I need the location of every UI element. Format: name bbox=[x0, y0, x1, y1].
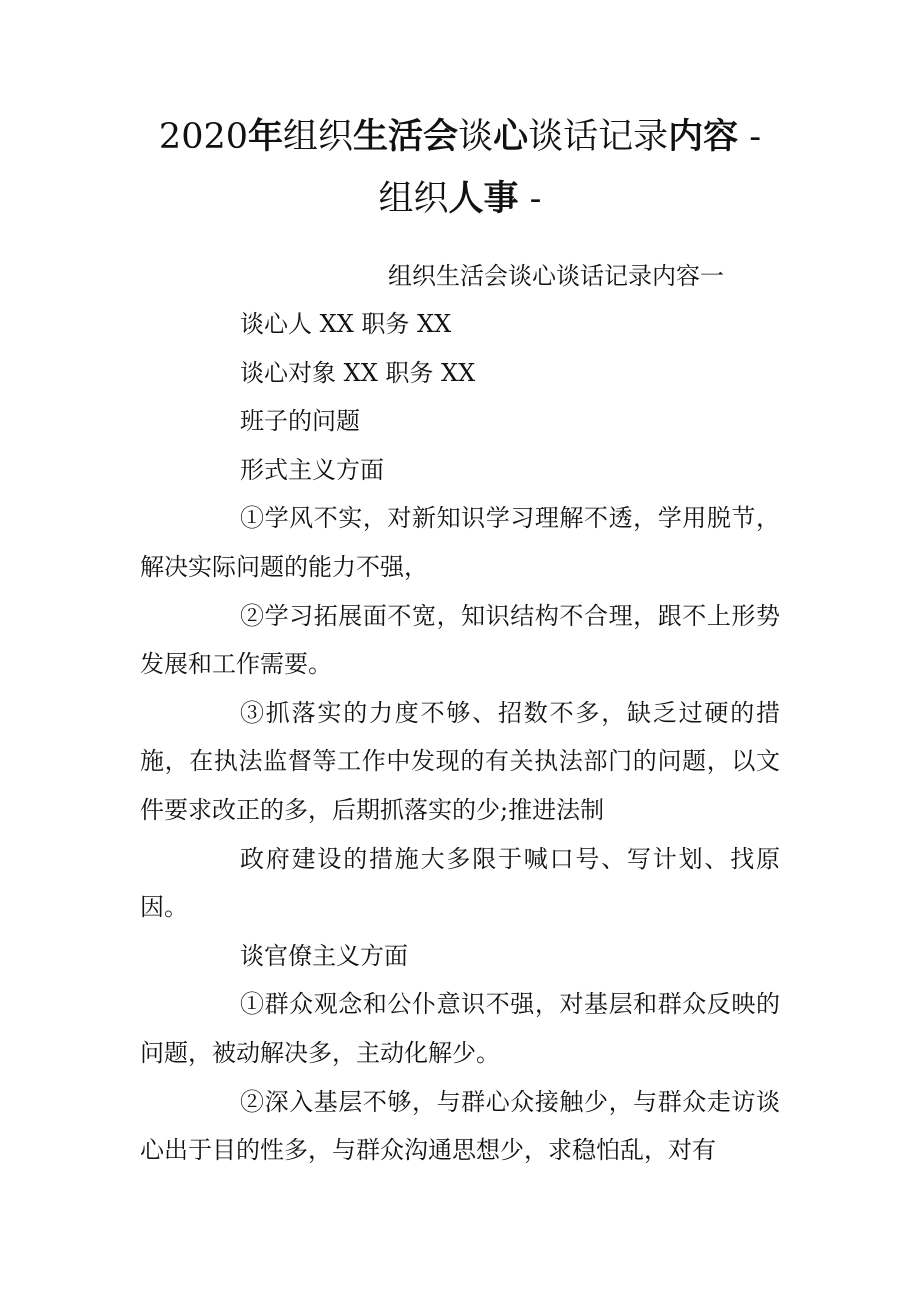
title-part: 内容 bbox=[668, 116, 739, 157]
paragraph: ②学习拓展面不宽，知识结构不合理，跟不上形势发展和工作需要。 bbox=[140, 601, 780, 679]
title-part: - bbox=[518, 179, 542, 219]
document-subtitle: 组织生活会谈心谈话记录内容一 bbox=[388, 262, 724, 290]
paragraph: ①群众观念和公仆意识不强，对基层和群众反映的问题，被动解决多，主动化解少。 bbox=[140, 990, 780, 1067]
title-part: 组织 bbox=[283, 117, 354, 157]
paragraph-heading: 形式主义方面 bbox=[240, 455, 384, 484]
paragraph: ②深入基层不够，与群心众接触少，与群众走访谈心出于目的性多，与群众沟通思想少，求稳怕乱，对有 bbox=[140, 1087, 780, 1165]
title-year: 2020 bbox=[158, 117, 248, 157]
document-body bbox=[140, 300, 780, 1175]
title-part: 年 bbox=[248, 116, 284, 157]
document-title bbox=[140, 106, 780, 230]
paragraph-heading: 谈官僚主义方面 bbox=[240, 941, 408, 970]
paragraph: ③抓落实的力度不够、招数不多，缺乏过硬的措施，在执法监督等工作中发现的有关执法部门的问题，以文件要求改正的多，后期抓落实的少;推进法制 bbox=[140, 698, 780, 824]
title-part: 谈话记录 bbox=[528, 117, 669, 157]
paragraph: 政府建设的措施大多限于喊口号、写计划、找原因。 bbox=[140, 844, 780, 922]
paragraph-talk-target: 谈心对象 XX 职务 XX bbox=[240, 358, 476, 387]
title-part: 人事 bbox=[448, 178, 519, 219]
title-part: 生活会 bbox=[353, 116, 459, 157]
paragraph: ①学风不实，对新知识学习理解不透，学用脱节，解决实际问题的能力不强， bbox=[140, 504, 780, 581]
title-part: 心 bbox=[493, 116, 529, 157]
title-part: - 组织 bbox=[378, 117, 762, 219]
paragraph-heading: 班子的问题 bbox=[240, 407, 360, 436]
title-part: 谈 bbox=[458, 117, 494, 157]
paragraph-talker: 谈心人 XX 职务 XX bbox=[240, 310, 452, 338]
